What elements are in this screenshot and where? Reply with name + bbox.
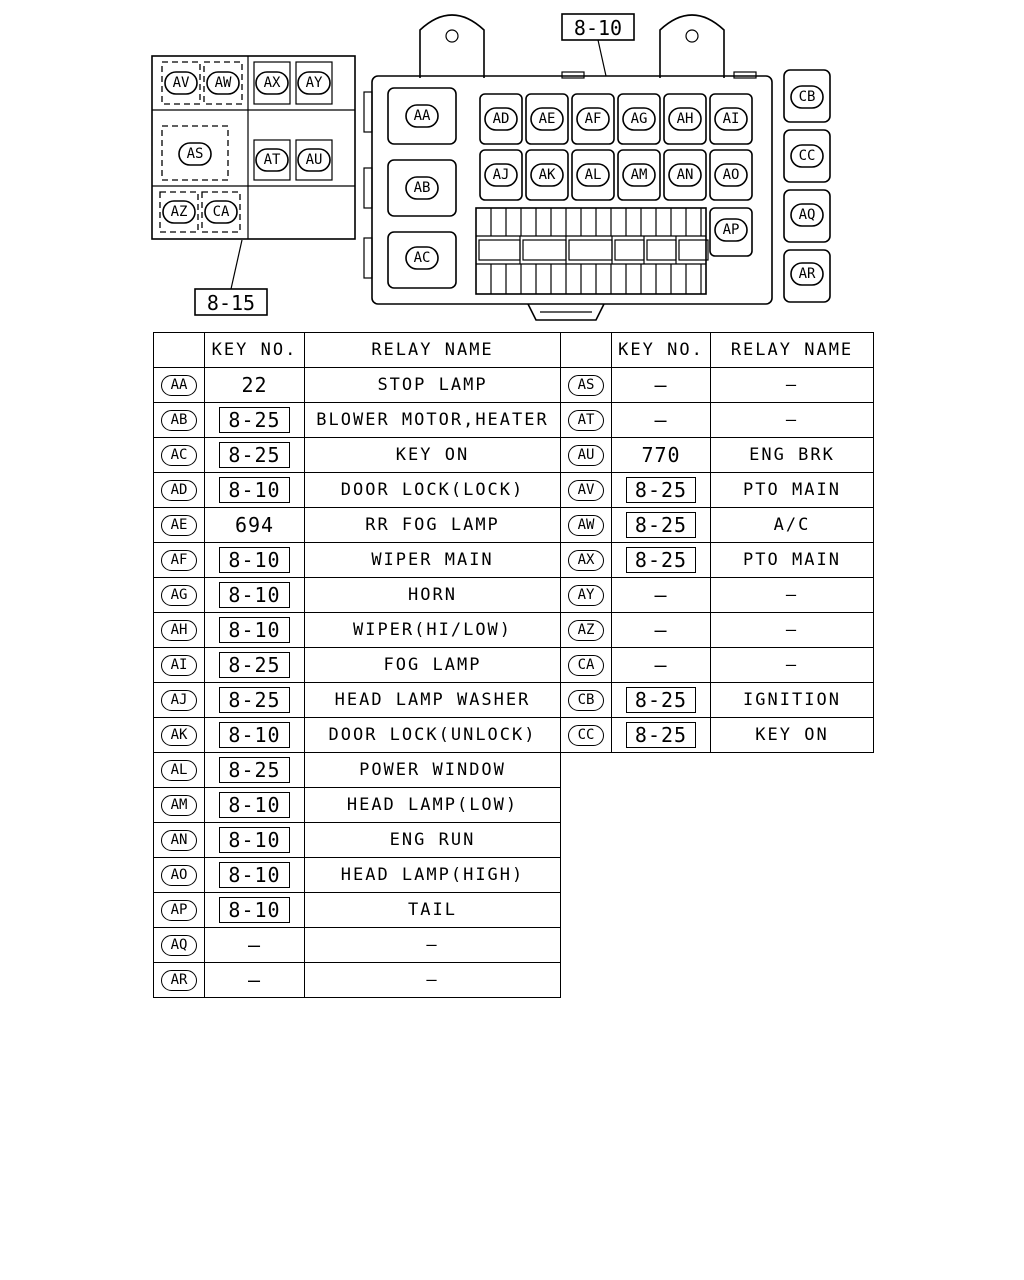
- table-row: [154, 473, 561, 508]
- relay-name: —: [785, 655, 799, 675]
- relay-tag: AW: [568, 515, 604, 536]
- relay-tag-cell: [154, 403, 205, 438]
- relay-label-text: CC: [798, 148, 816, 164]
- relay-tag: AJ: [161, 690, 197, 711]
- header-tag: [561, 333, 612, 368]
- key-no: 8-10: [219, 792, 289, 818]
- relay-name-cell: [711, 718, 874, 753]
- table-header-row: [561, 333, 874, 368]
- relay-name-cell: [305, 648, 561, 683]
- relay-tag-cell: [154, 368, 205, 403]
- relay-name-cell: [711, 473, 874, 508]
- relay-label-text: AW: [214, 75, 232, 91]
- relay-tag: AS: [568, 375, 604, 396]
- relay-name: PTO MAIN: [743, 550, 841, 570]
- relay-name-cell: [711, 508, 874, 543]
- fuse: [647, 240, 676, 260]
- table-row: [561, 403, 874, 438]
- relay-label-text: AJ: [492, 167, 510, 183]
- main-relay-box: [364, 15, 772, 320]
- relay-label-text: AX: [263, 75, 281, 91]
- relay-name: HORN: [408, 585, 457, 605]
- header-relay-name: RELAY NAME: [305, 333, 561, 368]
- relay-tag: AF: [161, 550, 197, 571]
- relay-label-text: AU: [305, 152, 323, 168]
- table-row: [154, 613, 561, 648]
- relay-label: [207, 72, 239, 94]
- relay-name-cell: [305, 438, 561, 473]
- relay-tag: CB: [568, 690, 604, 711]
- fuse: [523, 240, 566, 260]
- key-no-cell: [205, 508, 305, 543]
- relay-name-cell: [305, 683, 561, 718]
- key-no: 770: [641, 443, 681, 467]
- relay-tag-cell: [561, 683, 612, 718]
- key-no: 8-10: [219, 617, 289, 643]
- relay-tag: AZ: [568, 620, 604, 641]
- relay-name-cell: [711, 613, 874, 648]
- key-no-cell: [612, 473, 711, 508]
- relay-tag-cell: [561, 613, 612, 648]
- relay-tag-cell: [154, 858, 205, 893]
- relay-label-text: CA: [212, 204, 230, 220]
- table-row: [561, 368, 874, 403]
- key-no-cell: [205, 683, 305, 718]
- key-no-cell: [612, 368, 711, 403]
- relay-label: [163, 201, 195, 223]
- relay-name-cell: [305, 963, 561, 998]
- relay-tag-cell: [154, 473, 205, 508]
- relay-label: [205, 201, 237, 223]
- relay-tag-cell: [154, 753, 205, 788]
- key-no: 8-10: [219, 477, 289, 503]
- table-row: [561, 543, 874, 578]
- key-no-cell: [612, 683, 711, 718]
- key-no: 22: [241, 373, 268, 397]
- relay-tag-cell: [561, 438, 612, 473]
- relay-label: [485, 108, 517, 130]
- relay-tag: CA: [568, 655, 604, 676]
- relay-label: [298, 72, 330, 94]
- relay-tag: AM: [161, 795, 197, 816]
- relay-name-cell: [711, 368, 874, 403]
- key-no-cell: [205, 543, 305, 578]
- relay-name-cell: [711, 438, 874, 473]
- relay-label: [531, 164, 563, 186]
- relay-tag-cell: [154, 438, 205, 473]
- fuse: [615, 240, 644, 260]
- table-row: [561, 683, 874, 718]
- relay-tag-cell: [561, 403, 612, 438]
- relay-tag-cell: [154, 963, 205, 998]
- relay-tag-cell: [154, 683, 205, 718]
- relay-name: KEY ON: [395, 445, 470, 465]
- key-no: —: [654, 618, 668, 642]
- relay-name: —: [426, 935, 439, 955]
- key-no: 8-25: [219, 442, 289, 468]
- relay-tag-cell: [154, 823, 205, 858]
- table-row: [561, 648, 874, 683]
- relay-tag: AX: [568, 550, 604, 571]
- key-no-cell: [612, 543, 711, 578]
- relay-label-text: AK: [538, 167, 556, 183]
- relay-name: DOOR LOCK(UNLOCK): [328, 725, 537, 745]
- key-no: —: [654, 373, 668, 397]
- relay-table-right: [560, 332, 874, 753]
- relay-tag: AL: [161, 760, 197, 781]
- header-key-no: KEY NO.: [205, 333, 305, 368]
- relay-label: [485, 164, 517, 186]
- table-row: [154, 893, 561, 928]
- relay-tag-cell: [154, 893, 205, 928]
- relay-label-text: AL: [584, 167, 602, 183]
- table-row: [154, 683, 561, 718]
- relay-label-text: AR: [798, 266, 816, 282]
- table-row: [561, 718, 874, 753]
- relay-label: [165, 72, 197, 94]
- relay-name-cell: [305, 718, 561, 753]
- key-no-cell: [612, 578, 711, 613]
- key-no: 8-10: [219, 827, 289, 853]
- relay-label-text: AP: [722, 222, 740, 238]
- relay-tag-cell: [561, 543, 612, 578]
- key-no-cell: [612, 438, 711, 473]
- relay-label: [179, 143, 211, 165]
- relay-label: [715, 219, 747, 241]
- relay-tag-cell: [154, 613, 205, 648]
- key-no-cell: [205, 823, 305, 858]
- relay-label-text: AV: [172, 75, 190, 91]
- relay-tag: AD: [161, 480, 197, 501]
- relay-tag: CC: [568, 725, 604, 746]
- key-no: 8-25: [219, 407, 289, 433]
- key-no-cell: [612, 613, 711, 648]
- relay-label-text: AD: [492, 111, 510, 127]
- relay-tag: AQ: [161, 935, 197, 956]
- relay-tag: AP: [161, 900, 197, 921]
- table-row: [561, 613, 874, 648]
- key-no-cell: [205, 788, 305, 823]
- svg-text:8-15: 8-15: [206, 291, 256, 315]
- relay-label: [623, 108, 655, 130]
- svg-text:8-10: 8-10: [573, 16, 623, 40]
- relay-label-text: AC: [413, 250, 431, 266]
- relay-name: WIPER MAIN: [371, 550, 494, 570]
- relay-table-left: [153, 332, 561, 998]
- relay-tag-cell: [561, 578, 612, 613]
- relay-tag-cell: [154, 788, 205, 823]
- key-no-cell: [205, 963, 305, 998]
- key-no-cell: [205, 403, 305, 438]
- table-row: [154, 928, 561, 963]
- key-no-cell: [205, 368, 305, 403]
- key-no: 8-25: [626, 512, 696, 538]
- relay-name-cell: [305, 543, 561, 578]
- table-row: [561, 508, 874, 543]
- relay-label: [669, 164, 701, 186]
- key-no-cell: [612, 403, 711, 438]
- relay-name: POWER WINDOW: [359, 760, 506, 780]
- relay-label: [623, 164, 655, 186]
- relay-name-cell: [305, 508, 561, 543]
- relay-tag: AO: [161, 865, 197, 886]
- relay-name-cell: [711, 578, 874, 613]
- key-no: 8-25: [626, 547, 696, 573]
- callout-sub: [195, 240, 267, 315]
- key-no: 8-10: [219, 897, 289, 923]
- table-header-row: [154, 333, 561, 368]
- relay-label-text: AE: [538, 111, 556, 127]
- table-row: [561, 473, 874, 508]
- key-no-cell: [205, 858, 305, 893]
- fuse: [479, 240, 520, 260]
- relay-name: HEAD LAMP(HIGH): [340, 865, 525, 885]
- relay-label: [715, 108, 747, 130]
- table-row: [154, 823, 561, 858]
- relay-tag: AC: [161, 445, 197, 466]
- relay-label-text: CB: [798, 89, 816, 105]
- relay-tag: AV: [568, 480, 604, 501]
- relay-name: TAIL: [408, 900, 457, 920]
- relay-name: —: [785, 620, 799, 640]
- relay-name: —: [785, 410, 799, 430]
- relay-tag-cell: [154, 543, 205, 578]
- relay-tag: AI: [161, 655, 197, 676]
- relay-name-cell: [305, 753, 561, 788]
- table-row: [561, 578, 874, 613]
- relay-tag-cell: [561, 473, 612, 508]
- relay-name: HEAD LAMP WASHER: [334, 690, 531, 710]
- relay-label: [406, 247, 438, 269]
- relay-tag: AT: [568, 410, 604, 431]
- relay-name-cell: [711, 683, 874, 718]
- relay-label: [531, 108, 563, 130]
- key-no: 8-25: [219, 687, 289, 713]
- relay-tag: AB: [161, 410, 197, 431]
- table-row: [154, 578, 561, 613]
- relay-label: [791, 204, 823, 226]
- table-row: [154, 438, 561, 473]
- relay-name: HEAD LAMP(LOW): [346, 795, 519, 815]
- relay-label: [791, 86, 823, 108]
- key-no-cell: [612, 648, 711, 683]
- relay-label-text: AQ: [798, 207, 816, 223]
- relay-tag-cell: [154, 648, 205, 683]
- key-no: 8-10: [219, 862, 289, 888]
- relay-tag: AA: [161, 375, 197, 396]
- relay-label-text: AS: [186, 146, 204, 162]
- table-row: [154, 648, 561, 683]
- relay-name-cell: [711, 648, 874, 683]
- key-no-cell: [205, 578, 305, 613]
- header-key-no: KEY NO.: [612, 333, 711, 368]
- table-row: [154, 858, 561, 893]
- relay-name: RR FOG LAMP: [365, 515, 500, 535]
- key-no: 8-10: [219, 722, 289, 748]
- relay-tag: AR: [161, 970, 197, 991]
- relay-name-cell: [305, 403, 561, 438]
- relay-tag-cell: [154, 508, 205, 543]
- relay-tag: AK: [161, 725, 197, 746]
- relay-tag-cell: [561, 368, 612, 403]
- relay-label: [715, 164, 747, 186]
- relay-label: [406, 105, 438, 127]
- key-no: 8-25: [626, 687, 696, 713]
- key-no-cell: [205, 648, 305, 683]
- relay-label-text: AH: [676, 111, 694, 127]
- key-no: 8-25: [219, 757, 289, 783]
- relay-tag: AH: [161, 620, 197, 641]
- relay-name: DOOR LOCK(LOCK): [340, 480, 525, 500]
- relay-label-text: AB: [413, 180, 431, 196]
- key-no: —: [654, 408, 668, 432]
- key-no-cell: [205, 473, 305, 508]
- relay-name-cell: [305, 613, 561, 648]
- relay-name-cell: [305, 928, 561, 963]
- relay-tag-cell: [154, 718, 205, 753]
- key-no: —: [654, 583, 668, 607]
- table-row: [154, 508, 561, 543]
- relay-tag: AU: [568, 445, 604, 466]
- callout-main: [562, 14, 634, 76]
- relay-label: [791, 145, 823, 167]
- relay-label: [791, 263, 823, 285]
- relay-label: [256, 149, 288, 171]
- table-row: [154, 403, 561, 438]
- relay-name: A/C: [773, 515, 811, 535]
- key-no: —: [247, 933, 262, 957]
- key-no: 8-10: [219, 582, 289, 608]
- relay-tag: AE: [161, 515, 197, 536]
- relay-label: [298, 149, 330, 171]
- key-no-cell: [612, 718, 711, 753]
- relay-label-text: AI: [722, 111, 740, 127]
- relay-tag-cell: [561, 508, 612, 543]
- table-row: [154, 963, 561, 998]
- header-tag: [154, 333, 205, 368]
- relay-name: —: [785, 375, 799, 395]
- key-no: 8-10: [219, 547, 289, 573]
- table-row: [154, 753, 561, 788]
- key-no-cell: [612, 508, 711, 543]
- relay-label-text: AA: [413, 108, 431, 124]
- key-no: —: [654, 653, 668, 677]
- table-row: [154, 718, 561, 753]
- relay-label: [406, 177, 438, 199]
- relay-label-text: AT: [263, 152, 281, 168]
- relay-label-text: AG: [630, 111, 648, 127]
- relay-label: [669, 108, 701, 130]
- relay-name: —: [426, 970, 439, 990]
- table-row: [154, 788, 561, 823]
- relay-name: ENG BRK: [749, 445, 835, 465]
- relay-label-text: AY: [305, 75, 323, 91]
- fuse: [679, 240, 708, 260]
- relay-name: KEY ON: [755, 725, 829, 745]
- key-no-cell: [205, 753, 305, 788]
- relay-label: [256, 72, 288, 94]
- key-no-cell: [205, 718, 305, 753]
- key-no: —: [247, 968, 262, 992]
- relay-tag-cell: [154, 578, 205, 613]
- relay-name-cell: [711, 403, 874, 438]
- relay-tag: AY: [568, 585, 604, 606]
- key-no-cell: [205, 893, 305, 928]
- relay-name-cell: [305, 578, 561, 613]
- relay-name-cell: [305, 893, 561, 928]
- relay-name-cell: [305, 473, 561, 508]
- key-no: 8-25: [626, 722, 696, 748]
- relay-name: PTO MAIN: [743, 480, 841, 500]
- relay-name-cell: [305, 823, 561, 858]
- relay-name: ENG RUN: [389, 830, 476, 850]
- relay-tag-cell: [561, 718, 612, 753]
- relay-tag: AN: [161, 830, 197, 851]
- relay-label-text: AO: [722, 167, 740, 183]
- relay-name: BLOWER MOTOR,HEATER: [316, 410, 549, 430]
- relay-box-diagram: [0, 0, 1024, 330]
- relay-name: —: [785, 585, 799, 605]
- relay-tag-cell: [561, 648, 612, 683]
- table-row: [154, 368, 561, 403]
- key-no-cell: [205, 928, 305, 963]
- relay-label-text: AF: [584, 111, 602, 127]
- key-no-cell: [205, 613, 305, 648]
- relay-label-text: AN: [676, 167, 694, 183]
- relay-label-text: AZ: [170, 204, 188, 220]
- key-no: 8-25: [626, 477, 696, 503]
- key-no: 694: [234, 513, 275, 537]
- relay-name: STOP LAMP: [377, 375, 488, 395]
- key-no-cell: [205, 438, 305, 473]
- relay-label: [577, 164, 609, 186]
- relay-label-text: AM: [630, 167, 648, 183]
- relay-tag: AG: [161, 585, 197, 606]
- relay-name: WIPER(HI/LOW): [352, 620, 513, 640]
- header-relay-name: RELAY NAME: [711, 333, 874, 368]
- relay-name: IGNITION: [743, 690, 841, 710]
- relay-name-cell: [305, 368, 561, 403]
- relay-name-cell: [305, 788, 561, 823]
- relay-label: [577, 108, 609, 130]
- relay-name-cell: [711, 543, 874, 578]
- relay-name-cell: [305, 858, 561, 893]
- relay-name: FOG LAMP: [383, 655, 482, 675]
- table-row: [561, 438, 874, 473]
- key-no: 8-25: [219, 652, 289, 678]
- fuse: [569, 240, 612, 260]
- table-row: [154, 543, 561, 578]
- relay-tag-cell: [154, 928, 205, 963]
